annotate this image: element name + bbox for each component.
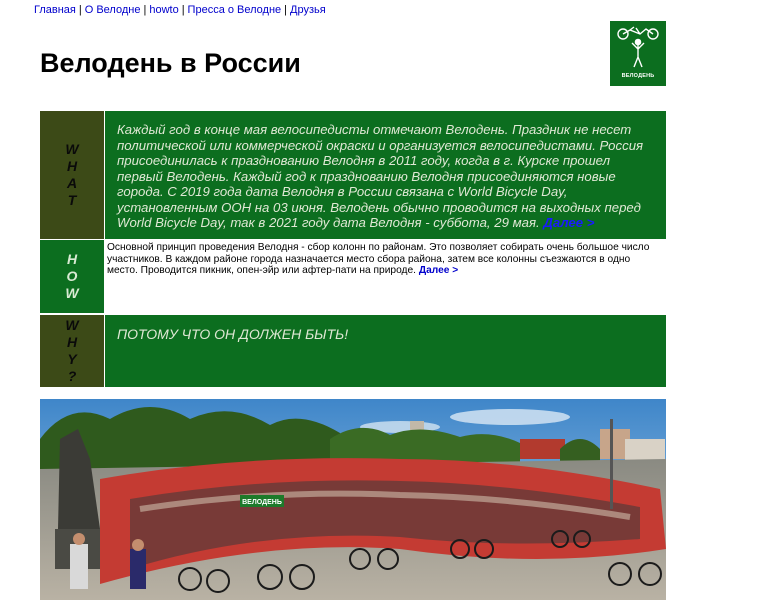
how-row: [40, 240, 666, 313]
label-letter: ?: [67, 368, 77, 384]
label-letter: H: [66, 158, 78, 174]
nav-link-press[interactable]: Пресса о Велодне: [187, 4, 282, 16]
nav-link-howto[interactable]: howto: [149, 4, 179, 16]
how-content: [105, 240, 666, 313]
photo-banner-text: ВЕЛОДЕНЬ: [242, 499, 282, 506]
why-row: [40, 315, 666, 387]
nav-link-friends[interactable]: Друзья: [290, 4, 326, 16]
nav-link-home[interactable]: Главная: [34, 4, 76, 16]
label-letter: W: [65, 317, 79, 333]
what-more-link[interactable]: Далее >: [543, 215, 595, 230]
logo-text: ВЕЛОДЕНЬ: [621, 73, 655, 79]
why-label: [40, 315, 104, 387]
site-logo[interactable]: [610, 21, 666, 86]
top-navigation: [34, 4, 326, 17]
nav-separator: |: [284, 4, 288, 16]
what-content: [105, 111, 666, 239]
how-text: Основной принцип проведения Велодня - сбор колонн по районам. Это позволяет собирать очень большое число участников. В каждом районе города назначается место сбора района, затем все колонны съезжаются в одно место. Проводится пикник, опен-эйр или афтер-пати на природе.: [107, 242, 650, 276]
why-text: ПОТОМУ ЧТО ОН ДОЛЖЕН БЫТЬ!: [117, 326, 349, 342]
how-label: [40, 240, 104, 313]
cyclist-logo-icon: [610, 21, 666, 73]
nav-link-about[interactable]: О Велодне: [84, 4, 141, 16]
label-letter: W: [65, 141, 79, 157]
group-photo-image: [40, 399, 666, 600]
nav-separator: |: [181, 4, 185, 16]
what-text: Каждый год в конце мая велосипедисты отмечают Велодень. Праздник не несет политической или коммерческой окраски и организуется велосипедистами. Россия присоединилась к празднованию Велодня в 2011 году, когда в г. Курске прошел первый Велодень. Каждый год к празднованию Велодня присоединяются новые города. С 2019 года дата Велодня в России связана с World Bicycle Day, установленным ООН на 03 июня. Велодень обычно проводится на выходных перед World Bicycle Day, так в 2021 году дата Велодня - суббота, 29 мая.: [117, 122, 644, 230]
label-letter: H: [66, 334, 78, 350]
what-label: [40, 111, 104, 239]
label-letter: H: [66, 251, 78, 267]
label-letter: Y: [67, 351, 77, 367]
label-letter: T: [67, 192, 77, 208]
nav-separator: |: [78, 4, 82, 16]
why-content: [105, 315, 666, 387]
how-more-link[interactable]: Далее >: [418, 265, 459, 276]
label-letter: A: [66, 175, 78, 191]
what-row: [40, 111, 666, 239]
nav-separator: |: [143, 4, 147, 16]
label-letter: O: [66, 268, 78, 284]
page-title: Велодень в России: [40, 48, 301, 78]
label-letter: W: [65, 285, 79, 301]
group-photo: [40, 399, 666, 600]
